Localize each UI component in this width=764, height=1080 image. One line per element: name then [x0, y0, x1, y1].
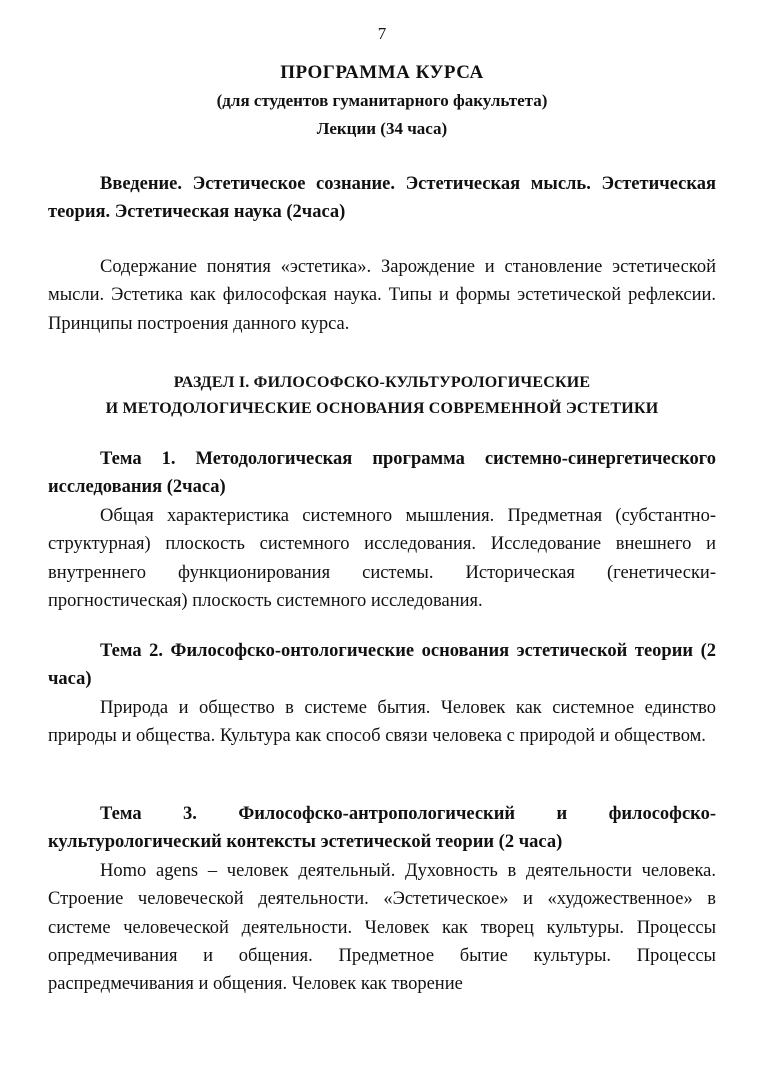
course-program-subtitle: (для студентов гуманитарного факультета) [216, 91, 548, 110]
intro-body: Содержание понятия «эстетика». Зарождение и становление эстетической мысли. Эстетика как философская наука. Типы и формы эстетической рефлексии. Принципы построения данного курса. [48, 257, 716, 334]
topic-3-body: Homo agens – человек деятельный. Духовность в деятельности человека. Строение человеческой деятельности. «Эстетическое» и «художественное» в системе человеческой деятельности. Человек как творец культуры. Процессы опредмечивания и общения. Предметное бытие культуры. Процессы распредмечивания и общения. Человек как творение [48, 861, 716, 995]
topic-3-heading: Тема 3. Философско-антропологический и философско-культурологический контексты эстетической теории (2 часа) [48, 804, 716, 852]
lectures-hours: Лекции (34 часа) [316, 119, 448, 138]
topic-2-body: Природа и общество в системе бытия. Человек как системное единство природы и общества. Культура как способ связи человека с природой и обществом. [48, 698, 716, 747]
topic-1-heading: Тема 1. Методологическая программа системно-синергетического исследования (2часа) [48, 449, 716, 497]
topic-2-heading: Тема 2. Философско-онтологические основания эстетической теории (2 часа) [48, 641, 716, 689]
page-number: 7 [377, 24, 387, 43]
section-1-title-line-1: РАЗДЕЛ I. ФИЛОСОФСКО-КУЛЬТУРОЛОГИЧЕСКИЕ [173, 374, 591, 391]
section-1-title-line-2: И МЕТОДОЛОГИЧЕСКИЕ ОСНОВАНИЯ СОВРЕМЕННОЙ ЭСТЕТИКИ [105, 400, 659, 417]
topic-1-body: Общая характеристика системного мышления. Предметная (субстантно-структурная) плоскость системного исследования. Исследование внешнего и внутреннего функционирования системы. Историческая (генетически-прогностическая) плоскость системного исследования. [48, 506, 716, 611]
intro-heading: Введение. Эстетическое сознание. Эстетическая мысль. Эстетическая теория. Эстетическая наука (2часа) [48, 174, 716, 222]
course-program-title: ПРОГРАММА КУРСА [280, 62, 484, 83]
